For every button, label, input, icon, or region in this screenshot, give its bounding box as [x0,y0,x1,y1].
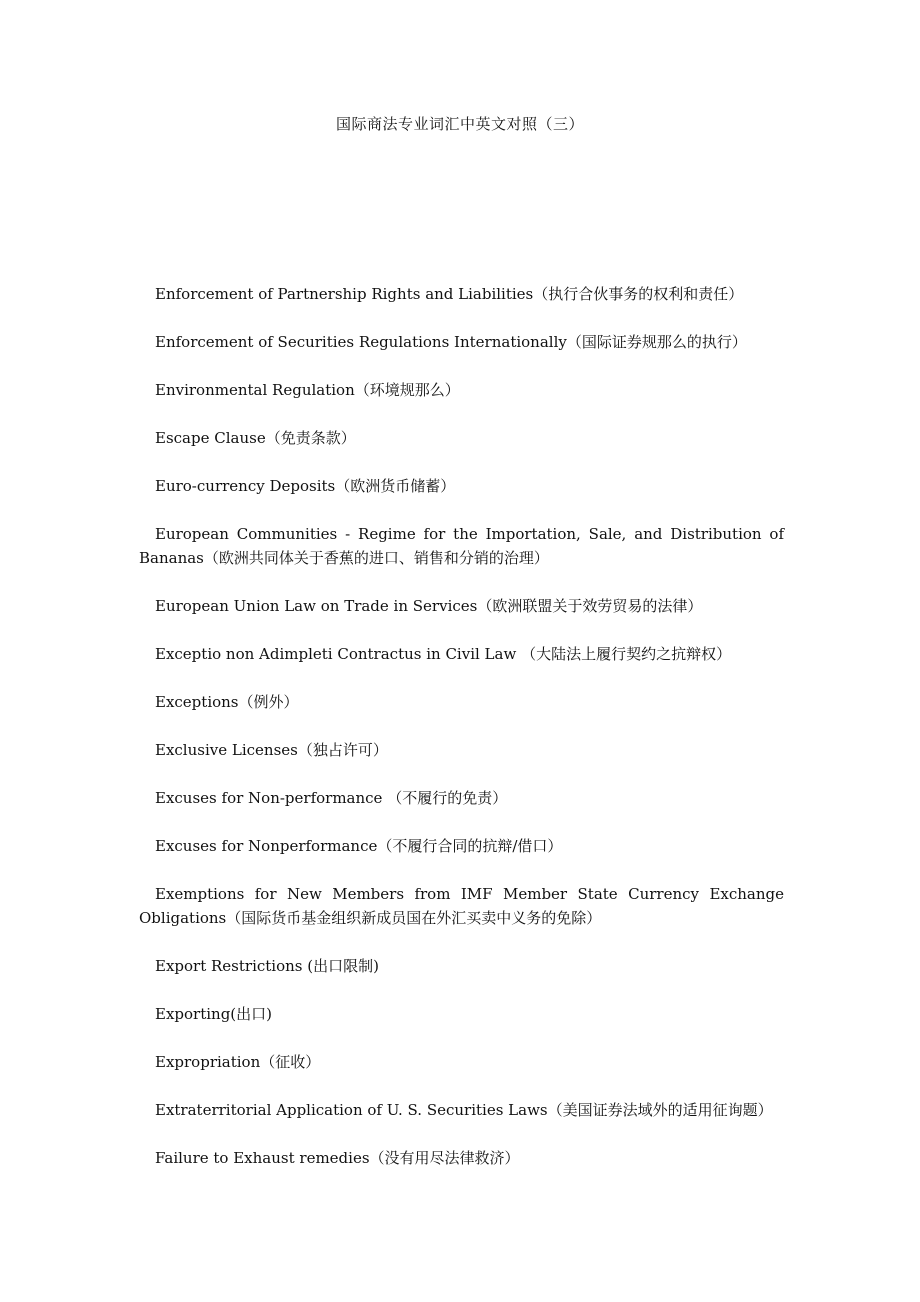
glossary-entry: Enforcement of Securities Regulations Internationally（国际证券规那么的执行） [155,333,747,351]
glossary-entry: Export Restrictions (出口限制) [155,957,379,975]
glossary-entry: European Union Law on Trade in Services（欧洲联盟关于效劳贸易的法律） [155,597,703,615]
glossary-entry: Failure to Exhaust remedies（没有用尽法律救济） [155,1149,520,1167]
glossary-entry: Exceptio non Adimpleti Contractus in Civil Law （大陆法上履行契约之抗辩权） [155,645,732,663]
glossary-list [139,282,784,1194]
glossary-entry: Escape Clause（免责条款） [155,429,356,447]
glossary-entry: Exemptions for New Members from IMF Member State Currency Exchange Obligations（国际货币基金组织新成员国在外汇买卖中义务的免除） [139,885,784,927]
glossary-entry: Enforcement of Partnership Rights and Liabilities（执行合伙事务的权利和责任） [155,285,744,303]
document-title: 国际商法专业词汇中英文对照（三） [335,115,584,133]
glossary-entry: Extraterritorial Application of U. S. Securities Laws（美国证券法域外的适用征询题） [155,1101,773,1119]
glossary-entry: Euro-currency Deposits（欧洲货币储蓄） [155,477,456,495]
glossary-entry: Exceptions（例外） [155,693,299,711]
glossary-entry: Excuses for Nonperformance（不履行合同的抗辩/借口） [155,837,563,855]
glossary-entry: Exclusive Licenses（独占许可） [155,741,388,759]
glossary-entry: Excuses for Non-performance （不履行的免责） [155,789,508,807]
glossary-entry: Exporting(出口) [155,1005,273,1023]
glossary-entry: Expropriation（征收） [155,1053,321,1071]
glossary-entry: European Communities - Regime for the Importation, Sale, and Distribution of Bananas（欧洲共同体关于香蕉的进口、销售和分销的治理） [139,525,784,567]
glossary-entry: Environmental Regulation（环境规那么） [155,381,460,399]
